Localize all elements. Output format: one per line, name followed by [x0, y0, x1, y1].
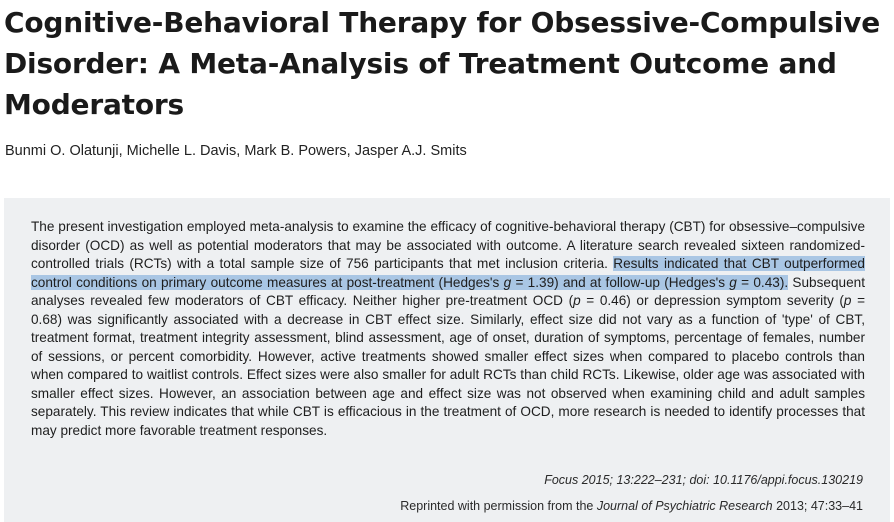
reprint-suffix: 2013; 47:33–41	[772, 499, 863, 513]
journal-name: Journal of Psychiatric Research	[596, 499, 773, 513]
citation-line: Focus 2015; 13:222–231; doi: 10.1176/appi.focus.130219	[544, 473, 863, 487]
abstract-segment: The present investigation employed meta-analysis to examine the efficacy of cognitive-behavioral therapy (CBT) for obsessive–compulsive disorder (OCD) as well as potential moderators that may be associated with outcome. A literature search revealed sixteen randomized-controlled trials (RCTs) with a total sample size of 756 participants that met inclusion criteria.	[31, 219, 865, 271]
abstract-text	[31, 218, 865, 440]
abstract-box	[4, 198, 890, 522]
stat-symbol-g: g	[729, 274, 737, 290]
abstract-segment: Subsequent analyses revealed few moderators of CBT efficacy. Neither higher pre-treatment OCD (	[31, 274, 865, 308]
highlighted-text: Results indicated that CBT outperformed control conditions on primary outcome measures at post-treatment (Hedges's	[31, 256, 865, 290]
abstract-segment: = 0.46) or depression symptom severity (	[580, 293, 844, 308]
author-list: Bunmi O. Olatunji, Michelle L. Davis, Mark B. Powers, Jasper A.J. Smits	[5, 143, 467, 159]
article-title: Cognitive-Behavioral Therapy for Obsessive-Compulsive Disorder: A Meta-Analysis of Treatment Outcome and Moderators	[4, 6, 880, 121]
reprint-prefix: Reprinted with permission from the	[400, 499, 597, 513]
highlighted-text: = 1.39) and at follow-up (Hedges's	[511, 274, 730, 290]
stat-symbol-g: g	[503, 274, 512, 290]
stat-symbol-p: p	[843, 293, 852, 308]
abstract-segment: = 0.68) was significantly associated with a decrease in CBT effect size. Similarly, effect size did not vary as a function of 'type' of CBT, treatment format, treatment integrity assessment, blind assessment, age of onset, duration of symptoms, percentage of females, number of sessions, or percent comorbidity. However, active treatments showed smaller effect sizes when compared to placebo controls than when compared to waitlist controls. Effect sizes were also smaller for adult RCTs than child RCTs. Likewise, older age was associated with smaller effect sizes. However, an association between age and effect size was not observed when examining child and adult samples separately. This review indicates that while CBT is efficacious in the treatment of OCD, more research is needed to identify processes that may predict more favorable treatment responses.	[31, 293, 866, 438]
reprint-notice	[400, 499, 863, 513]
highlighted-text: = 0.43).	[736, 274, 789, 290]
stat-symbol-p: p	[573, 293, 581, 308]
